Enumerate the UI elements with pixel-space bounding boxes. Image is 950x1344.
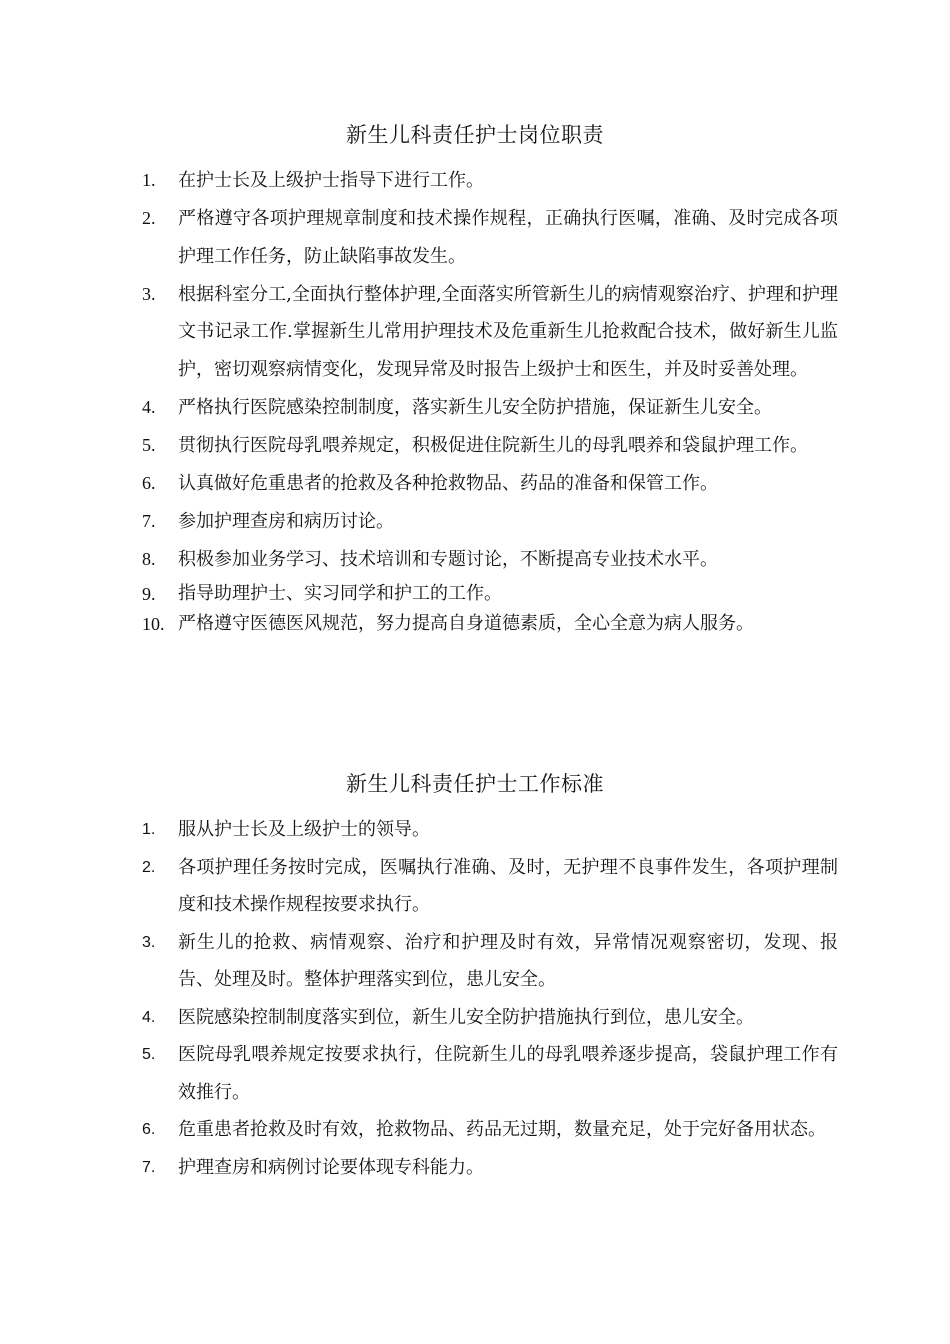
list-item (0, 162, 838, 200)
item-number: 5. (142, 434, 156, 455)
list-item (0, 811, 838, 849)
item-number: 3. (142, 283, 156, 304)
section-title: 新生儿科责任护士工作标准 (346, 772, 604, 796)
item-number: 6. (142, 472, 156, 493)
item-text: 积极参加业务学习、技术培训和专题讨论，不断提高专业技术水平。 (178, 548, 718, 570)
item-number: 9. (142, 583, 156, 604)
item-text: 各项护理任务按时完成，医嘱执行准确、及时，无护理不良事件发生，各项护理制度和技术操作规程按要求执行。 (178, 856, 838, 915)
item-text: 医院母乳喂养规定按要求执行，住院新生儿的母乳喂养逐步提高，袋鼠护理工作有效推行。 (178, 1044, 838, 1103)
item-text: 贯彻执行医院母乳喂养规定，积极促进住院新生儿的母乳喂养和袋鼠护理工作。 (178, 434, 808, 456)
item-text: 指导助理护士、实习同学和护工的工作。 (178, 582, 502, 604)
item-text: 严格遵守各项护理规章制度和技术操作规程，正确执行医嘱，准确、及时完成各项护理工作任务，防止缺陷事故发生。 (178, 208, 838, 267)
item-text: 认真做好危重患者的抢救及各种抢救物品、药品的准备和保管工作。 (178, 472, 718, 494)
item-text: 护理查房和病例讨论要体现专科能力。 (178, 1156, 484, 1178)
list-item (0, 276, 838, 389)
item-text: 新生儿的抢救、病情观察、治疗和护理及时有效，异常情况观察密切，发现、报告、处理及时。整体护理落实到位，患儿安全。 (178, 931, 838, 990)
item-number: 10. (142, 614, 165, 634)
list-item (0, 999, 838, 1037)
list-item (0, 465, 838, 503)
item-number: 3. (142, 933, 156, 951)
item-text: 严格执行医院感染控制制度，落实新生儿安全防护措施，保证新生儿安全。 (178, 396, 772, 418)
list-item (0, 541, 838, 579)
list-item (0, 200, 838, 275)
item-number: 5. (142, 1046, 156, 1063)
standards-section (0, 765, 950, 1186)
item-text: 根据科室分工,全面执行整体护理,全面落实所管新生儿的病情观察治疗、护理和护理文书记录工作.掌握新生儿常用护理技术及危重新生儿抢救配合技术，做好新生儿监护，密切观察病情变化，发现异常及时报告上级护士和医生，并及时妥善处理。 (178, 283, 838, 380)
item-number: 4. (142, 396, 156, 417)
list-item (0, 427, 838, 465)
list-item (0, 924, 838, 999)
section-title: 新生儿科责任护士岗位职责 (346, 123, 604, 147)
item-number: 4. (142, 1008, 156, 1026)
list-item (0, 503, 838, 541)
list-item (0, 609, 838, 639)
item-number: 7. (142, 1158, 156, 1176)
item-number: 8. (142, 548, 156, 569)
list-item (0, 1111, 838, 1149)
item-number: 1. (142, 821, 156, 838)
duties-list (0, 162, 950, 639)
item-number: 2. (142, 858, 156, 876)
item-text: 严格遵守医德医风规范，努力提高自身道德素质，全心全意为病人服务。 (178, 613, 754, 634)
item-number: 7. (142, 510, 156, 531)
item-text: 医院感染控制制度落实到位，新生儿安全防护措施执行到位，患儿安全。 (178, 1006, 754, 1028)
item-number: 2. (142, 208, 156, 228)
list-item (0, 849, 838, 924)
duties-section (0, 116, 950, 640)
item-text: 危重患者抢救及时有效，抢救物品、药品无过期，数量充足，处于完好备用状态。 (178, 1119, 826, 1140)
item-number: 6. (142, 1121, 156, 1138)
item-number: 1. (142, 170, 156, 190)
list-item (0, 579, 838, 609)
list-item (0, 389, 838, 427)
item-text: 参加护理查房和病历讨论。 (178, 510, 394, 532)
item-text: 服从护士长及上级护士的领导。 (178, 819, 430, 840)
list-item (0, 1036, 838, 1111)
standards-list (0, 811, 950, 1186)
item-text: 在护士长及上级护士指导下进行工作。 (178, 170, 484, 191)
list-item (0, 1149, 838, 1187)
